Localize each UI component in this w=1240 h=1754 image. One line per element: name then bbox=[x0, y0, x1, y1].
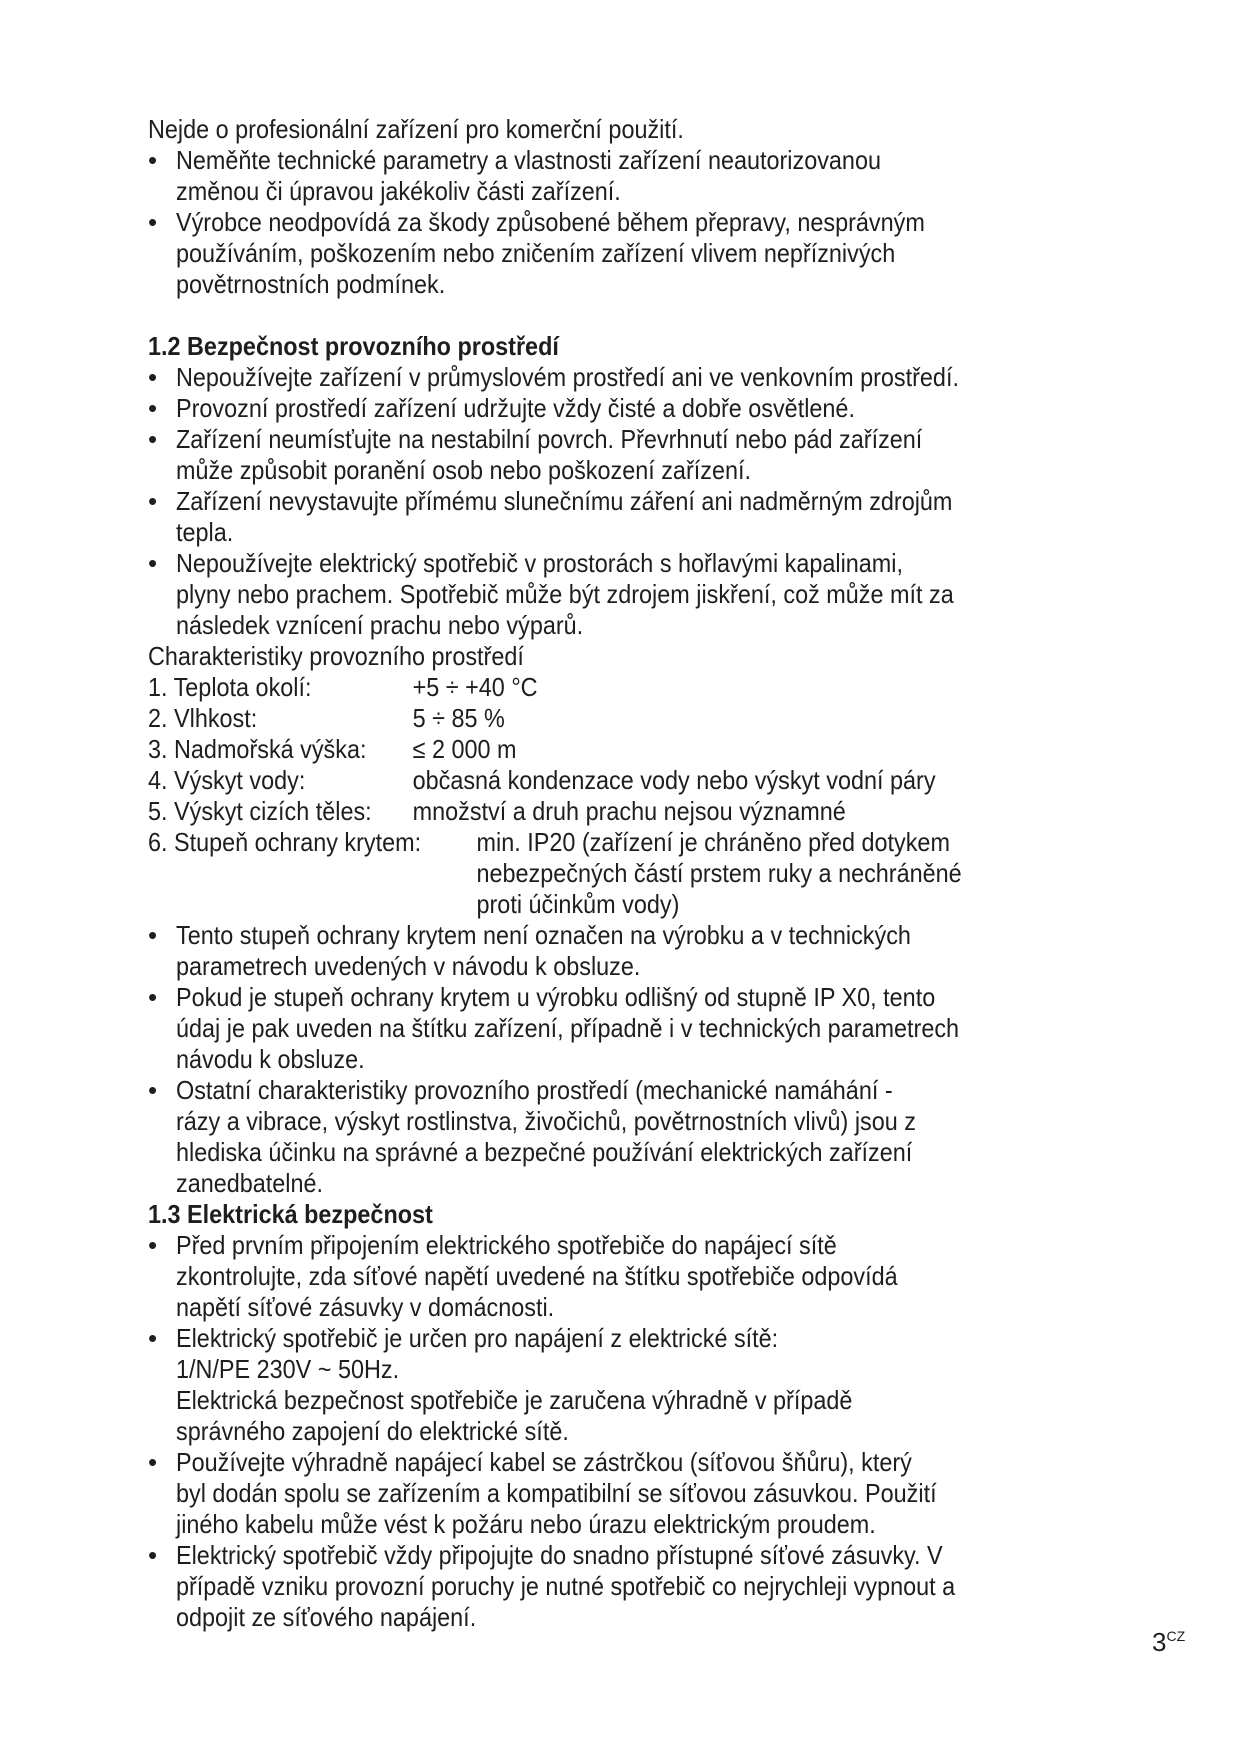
bullet-text-line: zkontrolujte, zda síťové napětí uvedené na štítku spotřebiče odpovídá bbox=[176, 1261, 898, 1291]
bullet-item bbox=[148, 1230, 1158, 1323]
page-number-value: 3 bbox=[1152, 1627, 1167, 1657]
protection-value-line: min. IP20 (zařízení je chráněno před dotykem bbox=[476, 827, 950, 857]
bullet-icon: • bbox=[148, 1540, 158, 1570]
bullet-item bbox=[148, 486, 1158, 548]
spacer bbox=[148, 300, 1158, 331]
protection-key: 6. Stupeň ochrany krytem: bbox=[148, 827, 422, 857]
bullet-text-line: může způsobit poranění osob nebo poškození zařízení. bbox=[176, 455, 751, 485]
characteristic-value: +5 ÷ +40 °C bbox=[412, 672, 538, 702]
bullet-icon: • bbox=[148, 145, 158, 175]
page-number bbox=[1152, 1627, 1185, 1658]
section-1-2-notes-list bbox=[148, 920, 1158, 1199]
bullet-text-line: jiného kabelu může vést k požáru nebo úrazu elektrickým proudem. bbox=[176, 1509, 876, 1539]
bullet-text-line: tepla. bbox=[176, 517, 234, 547]
bullet-text-line: hlediska účinku na správné a bezpečné používání elektrických zařízení bbox=[176, 1137, 913, 1167]
bullet-text-line: rázy a vibrace, výskyt rostlinstva, živočichů, povětrnostních vlivů) jsou z bbox=[176, 1106, 916, 1136]
bullet-icon: • bbox=[148, 207, 158, 237]
intro-bullet-list bbox=[148, 145, 1158, 300]
bullet-text-line: Nepoužívejte elektrický spotřebič v prostorách s hořlavými kapalinami, bbox=[176, 548, 904, 578]
bullet-icon: • bbox=[148, 920, 158, 950]
bullet-item bbox=[148, 1323, 1158, 1447]
bullet-text-line: Ostatní charakteristiky provozního prostředí (mechanické namáhání - bbox=[176, 1075, 893, 1105]
bullet-text-line: Elektrický spotřebič je určen pro napájení z elektrické sítě: bbox=[176, 1323, 779, 1353]
bullet-item bbox=[148, 362, 1158, 393]
language-code: CZ bbox=[1166, 1628, 1186, 1644]
bullet-text-line: používáním, poškozením nebo zničením zařízení vlivem nepříznivých bbox=[176, 238, 896, 268]
bullet-item bbox=[148, 145, 1158, 207]
bullet-text-line: parametrech uvedených v návodu k obsluze. bbox=[176, 951, 641, 981]
bullet-text-line: Tento stupeň ochrany krytem není označen na výrobku a v technických bbox=[176, 920, 911, 950]
bullet-text-line: změnou či úpravou jakékoliv části zařízení. bbox=[176, 176, 621, 206]
bullet-item bbox=[148, 1447, 1158, 1540]
section-1-3-bullet-list bbox=[148, 1230, 1158, 1633]
bullet-item bbox=[148, 982, 1158, 1075]
bullet-text-line: Provozní prostředí zařízení udržujte vždy čisté a dobře osvětlené. bbox=[176, 393, 855, 423]
characteristic-key: 2. Vlhkost: bbox=[148, 703, 258, 733]
bullet-icon: • bbox=[148, 548, 158, 578]
characteristic-row bbox=[148, 703, 1057, 734]
characteristic-key: 1. Teplota okolí: bbox=[148, 672, 312, 702]
bullet-text-line: Používejte výhradně napájecí kabel se zástrčkou (síťovou šňůru), který bbox=[176, 1447, 912, 1477]
bullet-icon: • bbox=[148, 486, 158, 516]
protection-value-line: nebezpečných částí prstem ruky a nechráněné bbox=[476, 858, 962, 888]
bullet-text-line: Nepoužívejte zařízení v průmyslovém prostředí ani ve venkovním prostředí. bbox=[176, 362, 959, 392]
bullet-text-line: Před prvním připojením elektrického spotřebiče do napájecí sítě bbox=[176, 1230, 837, 1260]
bullet-icon: • bbox=[148, 362, 158, 392]
bullet-text-line: 1/N/PE 230V ~ 50Hz. bbox=[176, 1354, 400, 1384]
characteristic-row bbox=[148, 672, 1057, 703]
bullet-text-line: Elektrická bezpečnost spotřebiče je zaručena výhradně v případě bbox=[176, 1385, 853, 1415]
bullet-text-line: návodu k obsluze. bbox=[176, 1044, 365, 1074]
bullet-text-line: zanedbatelné. bbox=[176, 1168, 324, 1198]
protection-value-line: proti účinkům vody) bbox=[476, 889, 680, 919]
characteristic-value: 5 ÷ 85 % bbox=[412, 703, 505, 733]
bullet-text-line: případě vzniku provozní poruchy je nutné spotřebič co nejrychleji vypnout a bbox=[176, 1571, 956, 1601]
bullet-text-line: povětrnostních podmínek. bbox=[176, 269, 446, 299]
characteristic-key: 4. Výskyt vody: bbox=[148, 765, 306, 795]
bullet-icon: • bbox=[148, 982, 158, 1012]
protection-row bbox=[148, 827, 1158, 920]
bullet-text-line: plyny nebo prachem. Spotřebič může být zdrojem jiskření, což může mít za bbox=[176, 579, 954, 609]
bullet-item bbox=[148, 1540, 1158, 1633]
characteristic-row bbox=[148, 734, 1057, 765]
section-heading-1-2: 1.2 Bezpečnost provozního prostředí bbox=[148, 331, 559, 361]
bullet-text-line: odpojit ze síťového napájení. bbox=[176, 1602, 477, 1632]
intro-text: Nejde o profesionální zařízení pro komerční použití. bbox=[148, 114, 684, 144]
bullet-item bbox=[148, 207, 1158, 300]
bullet-icon: • bbox=[148, 424, 158, 454]
bullet-text-line: Pokud je stupeň ochrany krytem u výrobku odlišný od stupně IP X0, tento bbox=[176, 982, 936, 1012]
bullet-text-line: Zařízení nevystavujte přímému slunečnímu záření ani nadměrným zdrojům bbox=[176, 486, 953, 516]
bullet-text-line: správného zapojení do elektrické sítě. bbox=[176, 1416, 569, 1446]
bullet-text-line: Neměňte technické parametry a vlastnosti zařízení neautorizovanou bbox=[176, 145, 881, 175]
bullet-icon: • bbox=[148, 393, 158, 423]
characteristics-table bbox=[148, 672, 1158, 827]
bullet-item bbox=[148, 1075, 1158, 1199]
bullet-text-line: Elektrický spotřebič vždy připojujte do snadno přístupné síťové zásuvky. V bbox=[176, 1540, 943, 1570]
characteristic-row bbox=[148, 796, 1057, 827]
characteristics-title: Charakteristiky provozního prostředí bbox=[148, 641, 524, 671]
characteristic-row bbox=[148, 765, 1057, 796]
bullet-item bbox=[148, 424, 1158, 486]
bullet-text-line: napětí síťové zásuvky v domácnosti. bbox=[176, 1292, 555, 1322]
section-1-2-bullet-list bbox=[148, 362, 1158, 641]
bullet-text-line: údaj je pak uveden na štítku zařízení, případně i v technických parametrech bbox=[176, 1013, 960, 1043]
bullet-item bbox=[148, 548, 1158, 641]
characteristic-key: 3. Nadmořská výška: bbox=[148, 734, 367, 764]
bullet-text-line: byl dodán spolu se zařízením a kompatibilní se síťovou zásuvkou. Použití bbox=[176, 1478, 937, 1508]
bullet-text-line: Výrobce neodpovídá za škody způsobené během přepravy, nesprávným bbox=[176, 207, 925, 237]
characteristic-value: občasná kondenzace vody nebo výskyt vodní páry bbox=[412, 765, 936, 795]
characteristic-value: ≤ 2 000 m bbox=[412, 734, 517, 764]
bullet-icon: • bbox=[148, 1447, 158, 1477]
bullet-text-line: následek vznícení prachu nebo výparů. bbox=[176, 610, 584, 640]
document-page bbox=[148, 114, 1158, 1633]
bullet-icon: • bbox=[148, 1230, 158, 1260]
bullet-icon: • bbox=[148, 1323, 158, 1353]
section-heading-1-3: 1.3 Elektrická bezpečnost bbox=[148, 1199, 433, 1229]
bullet-item bbox=[148, 393, 1158, 424]
characteristic-key: 5. Výskyt cizích těles: bbox=[148, 796, 372, 826]
bullet-text-line: Zařízení neumísťujte na nestabilní povrch. Převrhnutí nebo pád zařízení bbox=[176, 424, 923, 454]
characteristic-value: množství a druh prachu nejsou významné bbox=[412, 796, 846, 826]
bullet-icon: • bbox=[148, 1075, 158, 1105]
bullet-item bbox=[148, 920, 1158, 982]
